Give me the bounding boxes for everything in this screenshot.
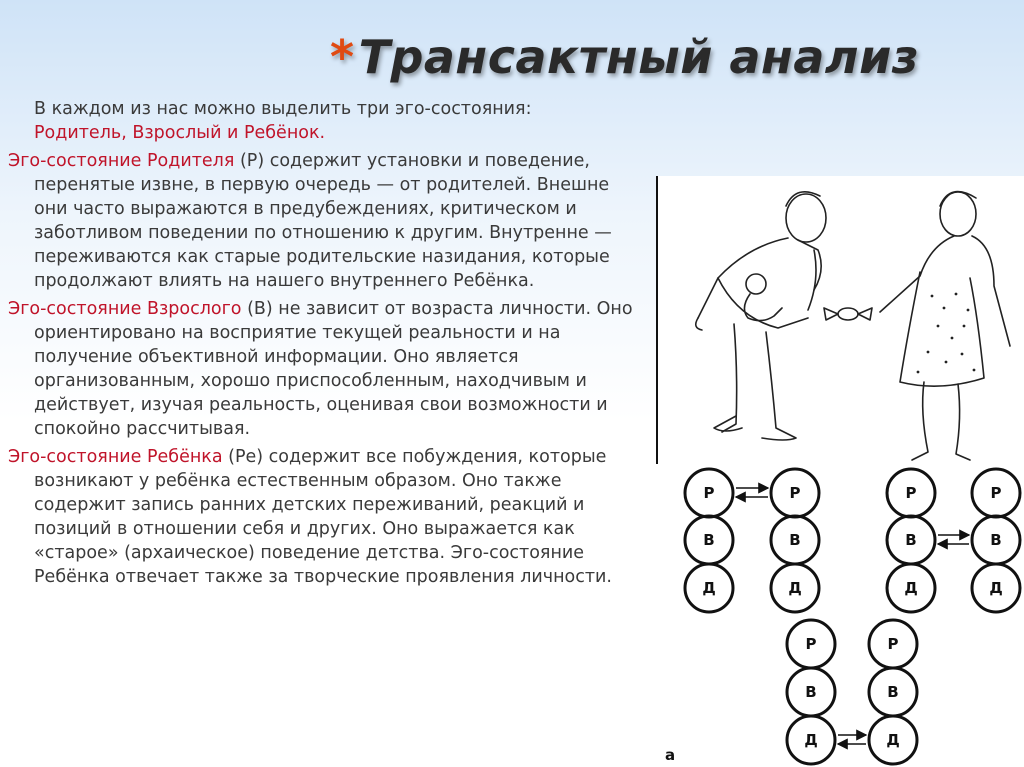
slide-title: [330, 30, 919, 84]
ego-label-child: Д: [886, 731, 900, 749]
family-sketch: [658, 176, 1024, 464]
child-description: (Ре) содержит все побуждения, которые возникают у ребёнка естественным образом. Оно также содержит запись ранних детских переживаний, реакций и позиций в отношении себя и других. Оно выражается как «старое» (архаическое) поведение детства. Эго-состояние Ребёнка отвечает также за творческие проявления личности.: [34, 447, 612, 587]
ego-label-parent: Р: [703, 484, 715, 502]
ego-label-child: Д: [788, 579, 802, 597]
title-asterisk: *: [330, 30, 355, 84]
adult-term: Эго-состояние Взрослого: [8, 299, 242, 319]
ego-label-adult: В: [703, 531, 715, 549]
transaction-diagram: [656, 464, 1024, 767]
ego-states-list: Родитель, Взрослый и Ребёнок.: [34, 123, 326, 143]
ego-label-child: Д: [989, 579, 1003, 597]
diagram-caption: а: [664, 746, 676, 764]
ego-label-parent: Р: [887, 635, 899, 653]
child-term: Эго-состояние Ребёнка: [8, 447, 223, 467]
transaction-diagram-svg: [656, 464, 1024, 767]
ego-label-parent: Р: [905, 484, 917, 502]
intro-line: В каждом из нас можно выделить три эго-состояния:: [34, 99, 532, 119]
ego-label-child: Д: [904, 579, 918, 597]
ego-label-adult: В: [789, 531, 801, 549]
ego-label-parent: Р: [789, 484, 801, 502]
ego-label-parent: Р: [990, 484, 1002, 502]
ego-label-adult: В: [905, 531, 917, 549]
title-text: Трансактный анализ: [358, 30, 920, 84]
parent-paragraph: [8, 149, 648, 293]
body-text: [8, 97, 648, 593]
ego-label-parent: Р: [805, 635, 817, 653]
ego-label-adult: В: [887, 683, 899, 701]
adult-paragraph: [8, 297, 648, 441]
ego-label-adult: В: [990, 531, 1002, 549]
adult-description: (В) не зависит от возраста личности. Оно ориентировано на восприятие текущей реальности и на получение объективной информации. Оно является организованным, хорошо приспособленным, находчивым и действует, изучая реальность, оценивая свои возможности и спокойно рассчитывая.: [34, 299, 633, 439]
intro-paragraph: [8, 97, 648, 145]
ego-label-child: Д: [804, 731, 818, 749]
cartoon-illustration: [656, 176, 1024, 464]
child-paragraph: [8, 445, 648, 589]
parent-term: Эго-состояние Родителя: [8, 151, 235, 171]
ego-label-child: Д: [702, 579, 716, 597]
ego-label-adult: В: [805, 683, 817, 701]
parent-description: (Р) содержит установки и поведение, перенятые извне, в первую очередь — от родителей. Внешне они часто выражаются в предубеждениях, критическом и заботливом поведении по отношению к другим. Внутренне — переживаются как старые родительские назидания, которые продолжают влиять на нашего внутреннего Ребёнка.: [34, 151, 612, 291]
